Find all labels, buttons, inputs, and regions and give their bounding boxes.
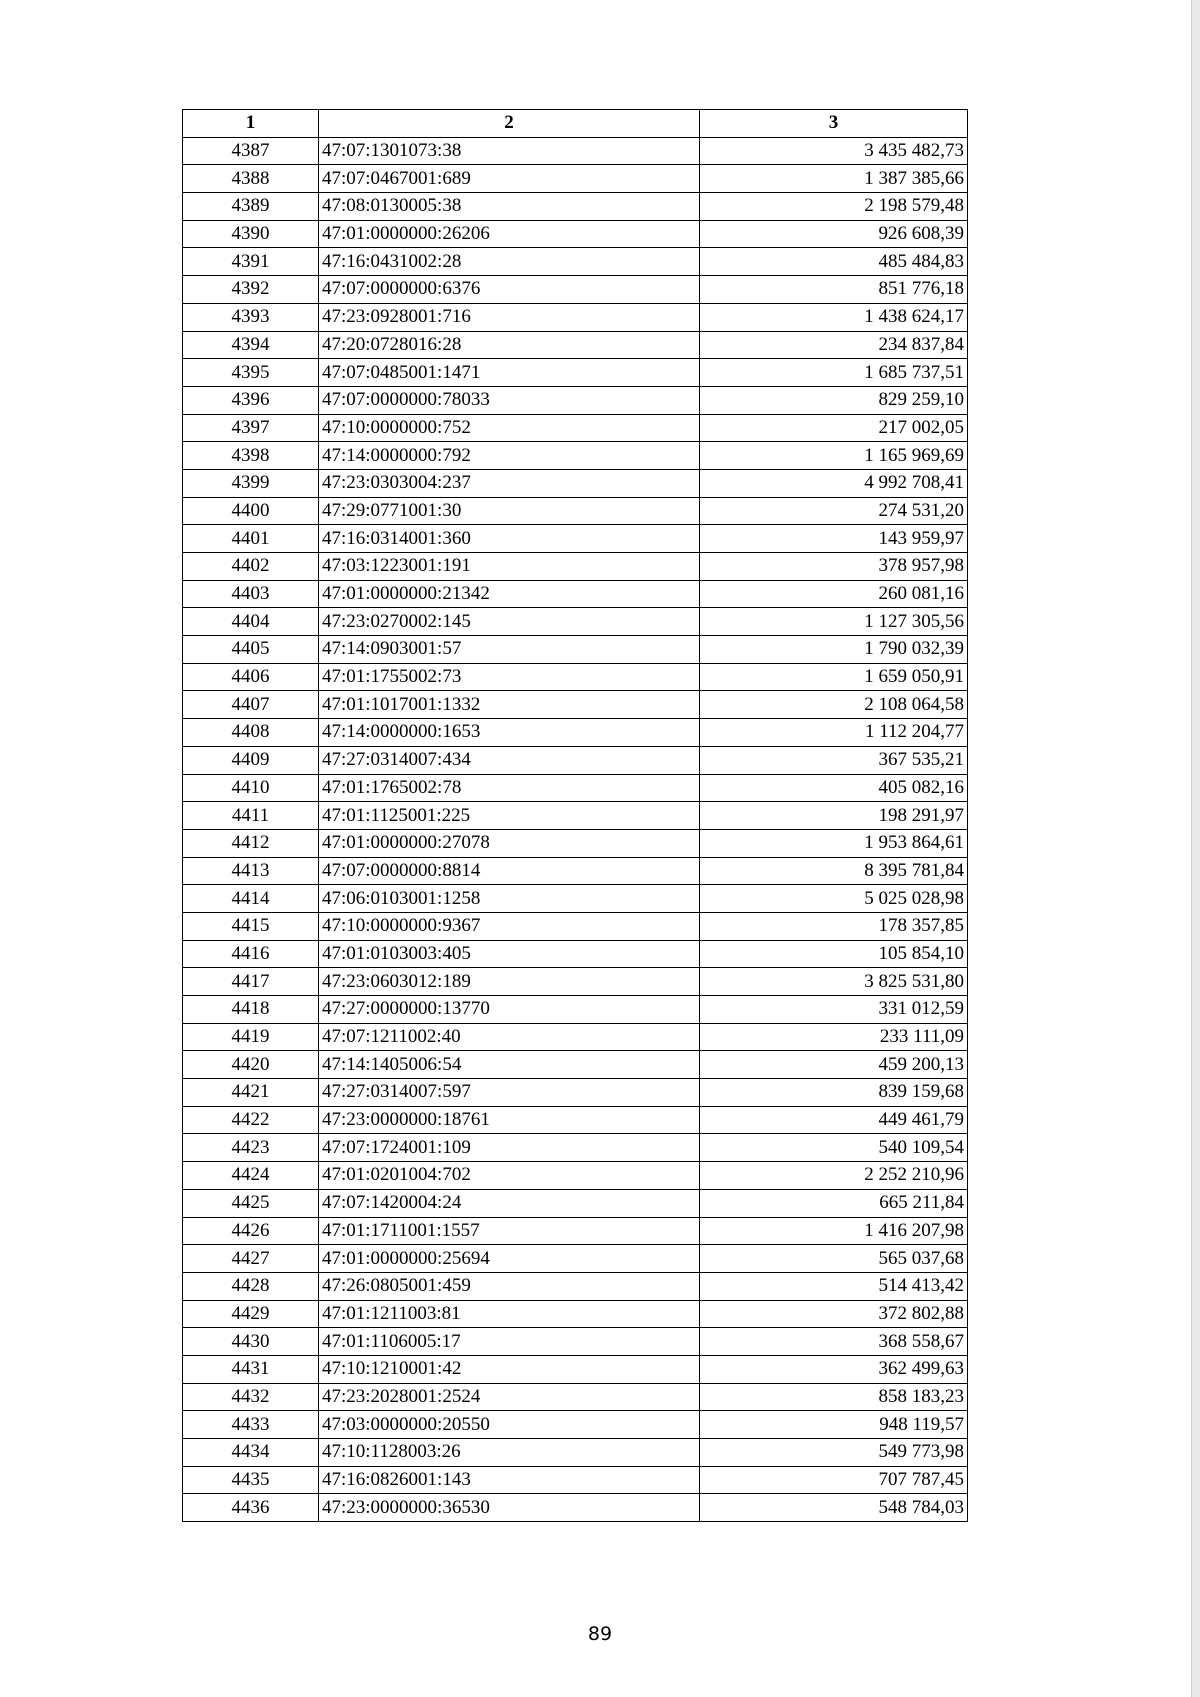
value-cell: 459 200,13 bbox=[700, 1051, 968, 1079]
value-cell: 665 211,84 bbox=[700, 1189, 968, 1217]
cadastral-number-cell: 47:07:1420004:24 bbox=[319, 1189, 700, 1217]
value-cell: 1 685 737,51 bbox=[700, 359, 968, 387]
table-row bbox=[183, 829, 968, 857]
row-number-cell: 4424 bbox=[183, 1162, 319, 1190]
value-cell: 948 119,57 bbox=[700, 1411, 968, 1439]
value-cell: 368 558,67 bbox=[700, 1328, 968, 1356]
cadastral-number-cell: 47:26:0805001:459 bbox=[319, 1272, 700, 1300]
value-cell: 331 012,59 bbox=[700, 996, 968, 1024]
value-cell: 362 499,63 bbox=[700, 1355, 968, 1383]
row-number-cell: 4391 bbox=[183, 248, 319, 276]
table-row bbox=[183, 1189, 968, 1217]
cadastral-number-cell: 47:27:0000000:13770 bbox=[319, 996, 700, 1024]
cadastral-number-cell: 47:14:0000000:1653 bbox=[319, 719, 700, 747]
cadastral-number-cell: 47:10:1210001:42 bbox=[319, 1355, 700, 1383]
row-number-cell: 4433 bbox=[183, 1411, 319, 1439]
table-row bbox=[183, 1162, 968, 1190]
value-cell: 548 784,03 bbox=[700, 1494, 968, 1522]
table-row bbox=[183, 1300, 968, 1328]
row-number-cell: 4412 bbox=[183, 829, 319, 857]
table-row bbox=[183, 1217, 968, 1245]
value-cell: 217 002,05 bbox=[700, 414, 968, 442]
value-cell: 514 413,42 bbox=[700, 1272, 968, 1300]
row-number-cell: 4403 bbox=[183, 580, 319, 608]
cadastral-number-cell: 47:14:0903001:57 bbox=[319, 636, 700, 664]
row-number-cell: 4436 bbox=[183, 1494, 319, 1522]
row-number-cell: 4420 bbox=[183, 1051, 319, 1079]
cadastral-number-cell: 47:10:0000000:9367 bbox=[319, 912, 700, 940]
value-cell: 926 608,39 bbox=[700, 220, 968, 248]
table-row bbox=[183, 1272, 968, 1300]
table-row bbox=[183, 248, 968, 276]
value-cell: 540 109,54 bbox=[700, 1134, 968, 1162]
cadastral-number-cell: 47:20:0728016:28 bbox=[319, 331, 700, 359]
table-row bbox=[183, 608, 968, 636]
value-cell: 485 484,83 bbox=[700, 248, 968, 276]
row-number-cell: 4396 bbox=[183, 386, 319, 414]
value-cell: 851 776,18 bbox=[700, 276, 968, 304]
row-number-cell: 4395 bbox=[183, 359, 319, 387]
table-row bbox=[183, 1079, 968, 1107]
cadastral-number-cell: 47:01:1711001:1557 bbox=[319, 1217, 700, 1245]
cadastral-number-cell: 47:07:1724001:109 bbox=[319, 1134, 700, 1162]
cadastral-number-cell: 47:01:0103003:405 bbox=[319, 940, 700, 968]
value-cell: 1 416 207,98 bbox=[700, 1217, 968, 1245]
table-header-row bbox=[183, 110, 968, 138]
cadastral-number-cell: 47:01:1765002:78 bbox=[319, 774, 700, 802]
table-row bbox=[183, 193, 968, 221]
value-cell: 2 108 064,58 bbox=[700, 691, 968, 719]
cadastral-number-cell: 47:16:0431002:28 bbox=[319, 248, 700, 276]
table-row bbox=[183, 1245, 968, 1273]
value-cell: 405 082,16 bbox=[700, 774, 968, 802]
table-row bbox=[183, 442, 968, 470]
table-row bbox=[183, 137, 968, 165]
row-number-cell: 4400 bbox=[183, 497, 319, 525]
data-table bbox=[182, 109, 968, 1522]
value-cell: 2 252 210,96 bbox=[700, 1162, 968, 1190]
value-cell: 105 854,10 bbox=[700, 940, 968, 968]
table-row bbox=[183, 165, 968, 193]
value-cell: 274 531,20 bbox=[700, 497, 968, 525]
cadastral-number-cell: 47:01:1017001:1332 bbox=[319, 691, 700, 719]
row-number-cell: 4408 bbox=[183, 719, 319, 747]
row-number-cell: 4425 bbox=[183, 1189, 319, 1217]
cadastral-number-cell: 47:01:1106005:17 bbox=[319, 1328, 700, 1356]
table-body bbox=[183, 137, 968, 1521]
cadastral-number-cell: 47:23:0928001:716 bbox=[319, 303, 700, 331]
row-number-cell: 4418 bbox=[183, 996, 319, 1024]
row-number-cell: 4422 bbox=[183, 1106, 319, 1134]
value-cell: 707 787,45 bbox=[700, 1466, 968, 1494]
row-number-cell: 4435 bbox=[183, 1466, 319, 1494]
cadastral-number-cell: 47:27:0314007:434 bbox=[319, 746, 700, 774]
row-number-cell: 4429 bbox=[183, 1300, 319, 1328]
value-cell: 1 659 050,91 bbox=[700, 663, 968, 691]
cadastral-number-cell: 47:23:0000000:18761 bbox=[319, 1106, 700, 1134]
row-number-cell: 4430 bbox=[183, 1328, 319, 1356]
row-number-cell: 4409 bbox=[183, 746, 319, 774]
row-number-cell: 4407 bbox=[183, 691, 319, 719]
table-row bbox=[183, 1494, 968, 1522]
value-cell: 2 198 579,48 bbox=[700, 193, 968, 221]
cadastral-number-cell: 47:23:0303004:237 bbox=[319, 469, 700, 497]
table-row bbox=[183, 663, 968, 691]
column-header-2: 2 bbox=[319, 110, 700, 138]
row-number-cell: 4423 bbox=[183, 1134, 319, 1162]
value-cell: 549 773,98 bbox=[700, 1439, 968, 1467]
table-row bbox=[183, 1134, 968, 1162]
value-cell: 1 112 204,77 bbox=[700, 719, 968, 747]
value-cell: 3 825 531,80 bbox=[700, 968, 968, 996]
cadastral-number-cell: 47:08:0130005:38 bbox=[319, 193, 700, 221]
value-cell: 8 395 781,84 bbox=[700, 857, 968, 885]
row-number-cell: 4399 bbox=[183, 469, 319, 497]
table-row bbox=[183, 1106, 968, 1134]
value-cell: 372 802,88 bbox=[700, 1300, 968, 1328]
value-cell: 3 435 482,73 bbox=[700, 137, 968, 165]
value-cell: 378 957,98 bbox=[700, 553, 968, 581]
cadastral-number-cell: 47:16:0826001:143 bbox=[319, 1466, 700, 1494]
table-row bbox=[183, 525, 968, 553]
value-cell: 4 992 708,41 bbox=[700, 469, 968, 497]
cadastral-number-cell: 47:07:0000000:6376 bbox=[319, 276, 700, 304]
cadastral-number-cell: 47:03:0000000:20550 bbox=[319, 1411, 700, 1439]
cadastral-number-cell: 47:07:1301073:38 bbox=[319, 137, 700, 165]
table-row bbox=[183, 414, 968, 442]
cadastral-number-cell: 47:03:1223001:191 bbox=[319, 553, 700, 581]
cadastral-number-cell: 47:01:0000000:25694 bbox=[319, 1245, 700, 1273]
table-row bbox=[183, 885, 968, 913]
value-cell: 858 183,23 bbox=[700, 1383, 968, 1411]
row-number-cell: 4421 bbox=[183, 1079, 319, 1107]
value-cell: 260 081,16 bbox=[700, 580, 968, 608]
row-number-cell: 4393 bbox=[183, 303, 319, 331]
value-cell: 178 357,85 bbox=[700, 912, 968, 940]
table-row bbox=[183, 1466, 968, 1494]
row-number-cell: 4416 bbox=[183, 940, 319, 968]
cadastral-number-cell: 47:07:0000000:78033 bbox=[319, 386, 700, 414]
table-row bbox=[183, 1383, 968, 1411]
cadastral-number-cell: 47:01:0000000:26206 bbox=[319, 220, 700, 248]
table-row bbox=[183, 303, 968, 331]
table-row bbox=[183, 968, 968, 996]
row-number-cell: 4390 bbox=[183, 220, 319, 248]
cadastral-number-cell: 47:23:2028001:2524 bbox=[319, 1383, 700, 1411]
table-row bbox=[183, 1023, 968, 1051]
value-cell: 1 127 305,56 bbox=[700, 608, 968, 636]
table-row bbox=[183, 580, 968, 608]
cadastral-number-cell: 47:01:1211003:81 bbox=[319, 1300, 700, 1328]
value-cell: 143 959,97 bbox=[700, 525, 968, 553]
row-number-cell: 4394 bbox=[183, 331, 319, 359]
row-number-cell: 4427 bbox=[183, 1245, 319, 1273]
value-cell: 233 111,09 bbox=[700, 1023, 968, 1051]
row-number-cell: 4401 bbox=[183, 525, 319, 553]
cadastral-number-cell: 47:01:0201004:702 bbox=[319, 1162, 700, 1190]
row-number-cell: 4428 bbox=[183, 1272, 319, 1300]
row-number-cell: 4410 bbox=[183, 774, 319, 802]
row-number-cell: 4419 bbox=[183, 1023, 319, 1051]
table-row bbox=[183, 802, 968, 830]
value-cell: 1 438 624,17 bbox=[700, 303, 968, 331]
row-number-cell: 4414 bbox=[183, 885, 319, 913]
table-row bbox=[183, 719, 968, 747]
row-number-cell: 4402 bbox=[183, 553, 319, 581]
table-row bbox=[183, 691, 968, 719]
value-cell: 1 953 864,61 bbox=[700, 829, 968, 857]
value-cell: 565 037,68 bbox=[700, 1245, 968, 1273]
row-number-cell: 4404 bbox=[183, 608, 319, 636]
row-number-cell: 4397 bbox=[183, 414, 319, 442]
cadastral-number-cell: 47:23:0000000:36530 bbox=[319, 1494, 700, 1522]
row-number-cell: 4434 bbox=[183, 1439, 319, 1467]
cadastral-number-cell: 47:14:1405006:54 bbox=[319, 1051, 700, 1079]
table-row bbox=[183, 469, 968, 497]
table-row bbox=[183, 1411, 968, 1439]
cadastral-number-cell: 47:27:0314007:597 bbox=[319, 1079, 700, 1107]
cadastral-number-cell: 47:01:1755002:73 bbox=[319, 663, 700, 691]
value-cell: 5 025 028,98 bbox=[700, 885, 968, 913]
value-cell: 1 165 969,69 bbox=[700, 442, 968, 470]
cadastral-number-cell: 47:14:0000000:792 bbox=[319, 442, 700, 470]
table-row bbox=[183, 553, 968, 581]
row-number-cell: 4415 bbox=[183, 912, 319, 940]
cadastral-number-cell: 47:07:0467001:689 bbox=[319, 165, 700, 193]
table-row bbox=[183, 497, 968, 525]
row-number-cell: 4426 bbox=[183, 1217, 319, 1245]
cadastral-number-cell: 47:01:0000000:27078 bbox=[319, 829, 700, 857]
row-number-cell: 4398 bbox=[183, 442, 319, 470]
table-row bbox=[183, 857, 968, 885]
row-number-cell: 4417 bbox=[183, 968, 319, 996]
row-number-cell: 4411 bbox=[183, 802, 319, 830]
value-cell: 1 387 385,66 bbox=[700, 165, 968, 193]
table-row bbox=[183, 912, 968, 940]
cadastral-number-cell: 47:29:0771001:30 bbox=[319, 497, 700, 525]
row-number-cell: 4405 bbox=[183, 636, 319, 664]
cadastral-number-cell: 47:06:0103001:1258 bbox=[319, 885, 700, 913]
table-row bbox=[183, 359, 968, 387]
column-header-1: 1 bbox=[183, 110, 319, 138]
cadastral-number-cell: 47:07:0485001:1471 bbox=[319, 359, 700, 387]
table-row bbox=[183, 1328, 968, 1356]
cadastral-number-cell: 47:16:0314001:360 bbox=[319, 525, 700, 553]
page-edge bbox=[1191, 0, 1200, 1697]
table-row bbox=[183, 996, 968, 1024]
cadastral-number-cell: 47:10:0000000:752 bbox=[319, 414, 700, 442]
table-row bbox=[183, 220, 968, 248]
value-cell: 449 461,79 bbox=[700, 1106, 968, 1134]
cadastral-number-cell: 47:23:0603012:189 bbox=[319, 968, 700, 996]
value-cell: 1 790 032,39 bbox=[700, 636, 968, 664]
table-row bbox=[183, 1439, 968, 1467]
cadastral-number-cell: 47:07:0000000:8814 bbox=[319, 857, 700, 885]
table-row bbox=[183, 774, 968, 802]
table-row bbox=[183, 1355, 968, 1383]
row-number-cell: 4392 bbox=[183, 276, 319, 304]
row-number-cell: 4406 bbox=[183, 663, 319, 691]
table-row bbox=[183, 386, 968, 414]
row-number-cell: 4387 bbox=[183, 137, 319, 165]
row-number-cell: 4432 bbox=[183, 1383, 319, 1411]
value-cell: 198 291,97 bbox=[700, 802, 968, 830]
cadastral-number-cell: 47:01:0000000:21342 bbox=[319, 580, 700, 608]
value-cell: 839 159,68 bbox=[700, 1079, 968, 1107]
cadastral-number-cell: 47:01:1125001:225 bbox=[319, 802, 700, 830]
cadastral-number-cell: 47:23:0270002:145 bbox=[319, 608, 700, 636]
cadastral-number-cell: 47:07:1211002:40 bbox=[319, 1023, 700, 1051]
table-row bbox=[183, 276, 968, 304]
table-row bbox=[183, 636, 968, 664]
table-row bbox=[183, 1051, 968, 1079]
table-row bbox=[183, 940, 968, 968]
page-number: 89 bbox=[587, 1623, 613, 1645]
table-row bbox=[183, 331, 968, 359]
table-row bbox=[183, 746, 968, 774]
value-cell: 367 535,21 bbox=[700, 746, 968, 774]
row-number-cell: 4413 bbox=[183, 857, 319, 885]
cadastral-number-cell: 47:10:1128003:26 bbox=[319, 1439, 700, 1467]
value-cell: 829 259,10 bbox=[700, 386, 968, 414]
value-cell: 234 837,84 bbox=[700, 331, 968, 359]
row-number-cell: 4431 bbox=[183, 1355, 319, 1383]
row-number-cell: 4388 bbox=[183, 165, 319, 193]
row-number-cell: 4389 bbox=[183, 193, 319, 221]
column-header-3: 3 bbox=[700, 110, 968, 138]
